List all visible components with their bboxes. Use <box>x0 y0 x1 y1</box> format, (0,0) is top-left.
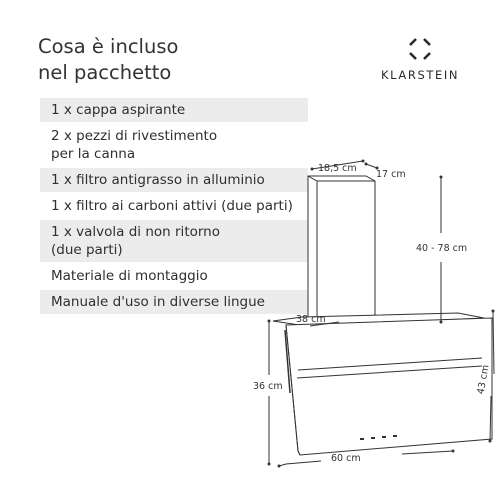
label-chimney-width: 18,5 cm <box>318 163 357 174</box>
list-item-text: 1 x cappa aspirante <box>51 102 186 118</box>
list-item-text: 1 x valvola di non ritorno <box>51 224 220 240</box>
list-item-text: 2 x pezzi di rivestimento <box>51 128 218 144</box>
label-chimney-height: 40 - 78 cm <box>416 243 468 254</box>
list-item-text: Materiale di montaggio <box>51 268 208 284</box>
brand-name: KLARSTEIN <box>380 68 460 82</box>
list-item-text: 1 x filtro antigrasso in alluminio <box>51 172 265 188</box>
list-item-text: per la canna <box>51 146 136 162</box>
list-item-text: (due parti) <box>51 242 123 258</box>
title-line-2: nel pacchetto <box>38 61 172 84</box>
label-hood-width: 60 cm <box>331 453 361 464</box>
list-item-text: Manuale d'uso in diverse lingue <box>51 294 265 310</box>
dim-line-chimney-depth <box>366 164 377 168</box>
label-hood-depth: 38 cm <box>296 314 326 325</box>
dim-line-hood-width <box>286 461 321 464</box>
label-panel-height: 43 cm <box>475 364 492 396</box>
hood-glass-panel <box>286 318 492 455</box>
title-line-1: Cosa è incluso <box>38 35 179 58</box>
dim-line-panel-height <box>493 311 494 374</box>
list-item-text: 1 x filtro ai carboni attivi (due parti) <box>51 198 293 214</box>
label-hood-height: 36 cm <box>253 381 283 392</box>
chimney-shape <box>308 176 375 326</box>
label-chimney-depth: 17 cm <box>376 169 406 180</box>
